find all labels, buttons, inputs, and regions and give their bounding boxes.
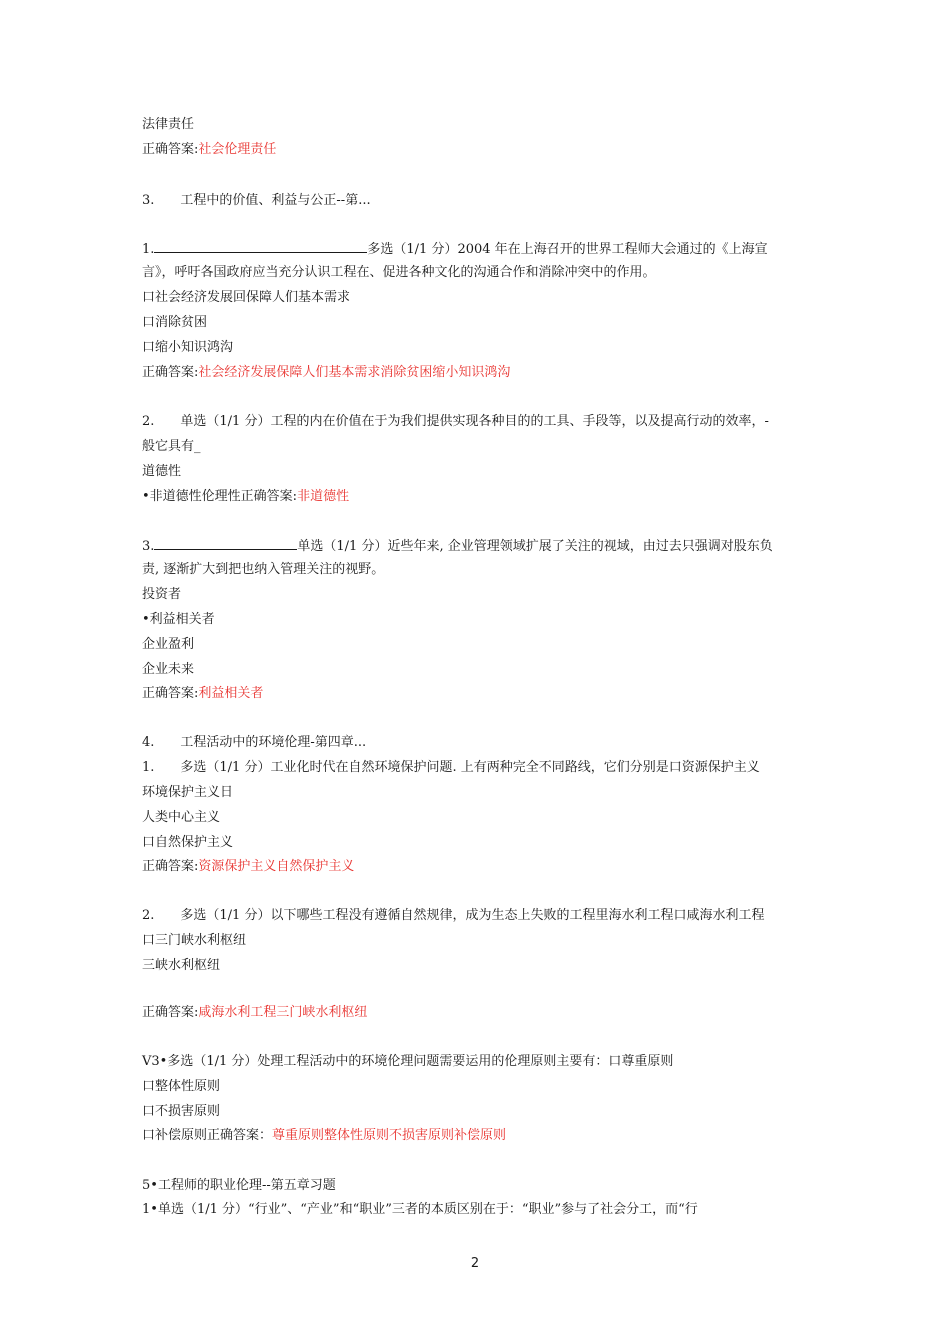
answer-label: 正确答案: xyxy=(142,686,199,701)
answer-line xyxy=(142,141,276,159)
correct-answer: 咸海水利工程三门峡水利枢纽 xyxy=(198,1005,368,1020)
option-text: 企业盈利 xyxy=(142,637,195,652)
answer-line xyxy=(142,488,349,506)
question-text: 言》，呼吁各国政府应当充分认识工程在、促进各种文化的沟通合作和消除冲突中的作用。 xyxy=(142,265,656,280)
option-text: 口补偿原则正确答案： xyxy=(142,1128,273,1143)
question-line xyxy=(142,239,768,259)
question-text: 2. 多选（1/1 分）以下哪些工程没有遵循自然规律，成为生态上失败的工程里海水利工程口咸海水利工程 xyxy=(142,908,765,923)
correct-answer: 社会经济发展保障人们基本需求消除贫困缩小知识鸿沟 xyxy=(198,365,511,380)
answer-label: 正确答案: xyxy=(142,365,199,380)
answer-blank xyxy=(154,536,297,550)
question-text: 般它具有_ xyxy=(142,439,201,454)
option-text: 口社会经济发展回保障人们基本需求 xyxy=(142,290,351,305)
question-text: 责, 逐渐扩大到把也纳入管理关注的视野。 xyxy=(142,562,385,577)
option-text: 口整体性原则 xyxy=(142,1079,221,1094)
option-text: 口三门峡水利枢纽 xyxy=(142,933,247,948)
question-line xyxy=(142,536,773,556)
question-text: V3•多选（1/1 分）处理工程活动中的环境伦理问题需要运用的伦理原则主要有：口尊重原则 xyxy=(142,1054,674,1069)
correct-answer: 尊重原则整体性原则不损害原则补偿原则 xyxy=(272,1128,507,1143)
answer-label: 正确答案: xyxy=(142,142,199,157)
section-heading: 3. 工程中的价值、利益与公正--第... xyxy=(142,193,371,208)
question-text: 多选（1/1 分）2004 年在上海召开的世界工程师大会通过的《上海宣 xyxy=(367,242,768,257)
correct-answer: 资源保护主义自然保护主义 xyxy=(198,859,355,874)
section-heading: 5•工程师的职业伦理--第五章习题 xyxy=(142,1178,336,1193)
option-text: 三峡水利枢纽 xyxy=(142,958,221,973)
answer-line xyxy=(142,364,510,382)
correct-answer: 利益相关者 xyxy=(198,686,264,701)
correct-answer: 非道德性 xyxy=(297,489,350,504)
answer-line xyxy=(142,685,263,703)
answer-line xyxy=(142,858,354,876)
option-text: 口缩小知识鸿沟 xyxy=(142,340,234,355)
option-text: 投资者 xyxy=(142,587,182,602)
option-text: 口消除贫困 xyxy=(142,315,208,330)
question-text: 1. 多选（1/1 分）工业化时代在自然环境保护问题. 上有两种完全不同路线，它们分别是口资源保护主义 xyxy=(142,760,760,775)
answer-line xyxy=(142,1127,506,1145)
option-text: 法律责任 xyxy=(142,117,195,132)
correct-answer: 社会伦理责任 xyxy=(198,142,277,157)
option-text: 道德性 xyxy=(142,464,182,479)
question-number: 1. xyxy=(142,242,155,257)
section-heading: 4. 工程活动中的环境伦理-第四章... xyxy=(142,735,367,750)
option-text: 企业未来 xyxy=(142,662,195,677)
question-text: 1•单选（1/1 分）“行业”、“产业”和“职业”三者的本质区别在于：“职业”参与了社会分工，而“行 xyxy=(142,1202,698,1217)
option-text: 口自然保护主义 xyxy=(142,835,234,850)
answer-blank xyxy=(154,239,367,253)
page-number: 2 xyxy=(470,1256,480,1271)
answer-label: 正确答案: xyxy=(142,1005,199,1020)
question-text: 2. 单选（1/1 分）工程的内在价值在于为我们提供实现各种目的的工具、手段等，以及提高行动的效率，- xyxy=(142,414,769,429)
question-number: 3. xyxy=(142,539,155,554)
answer-label: 正确答案: xyxy=(142,859,199,874)
question-text: 单选（1/1 分）近些年来, 企业管理领域扩展了关注的视域，由过去只强调对股东负 xyxy=(297,539,773,554)
answer-line xyxy=(142,1004,367,1022)
option-text: 口不损害原则 xyxy=(142,1104,221,1119)
option-text: •利益相关者 xyxy=(142,612,215,627)
option-text: 人类中心主义 xyxy=(142,810,221,825)
option-text: •非道德性伦理性正确答案: xyxy=(142,489,298,504)
option-text: 环境保护主义日 xyxy=(142,785,234,800)
